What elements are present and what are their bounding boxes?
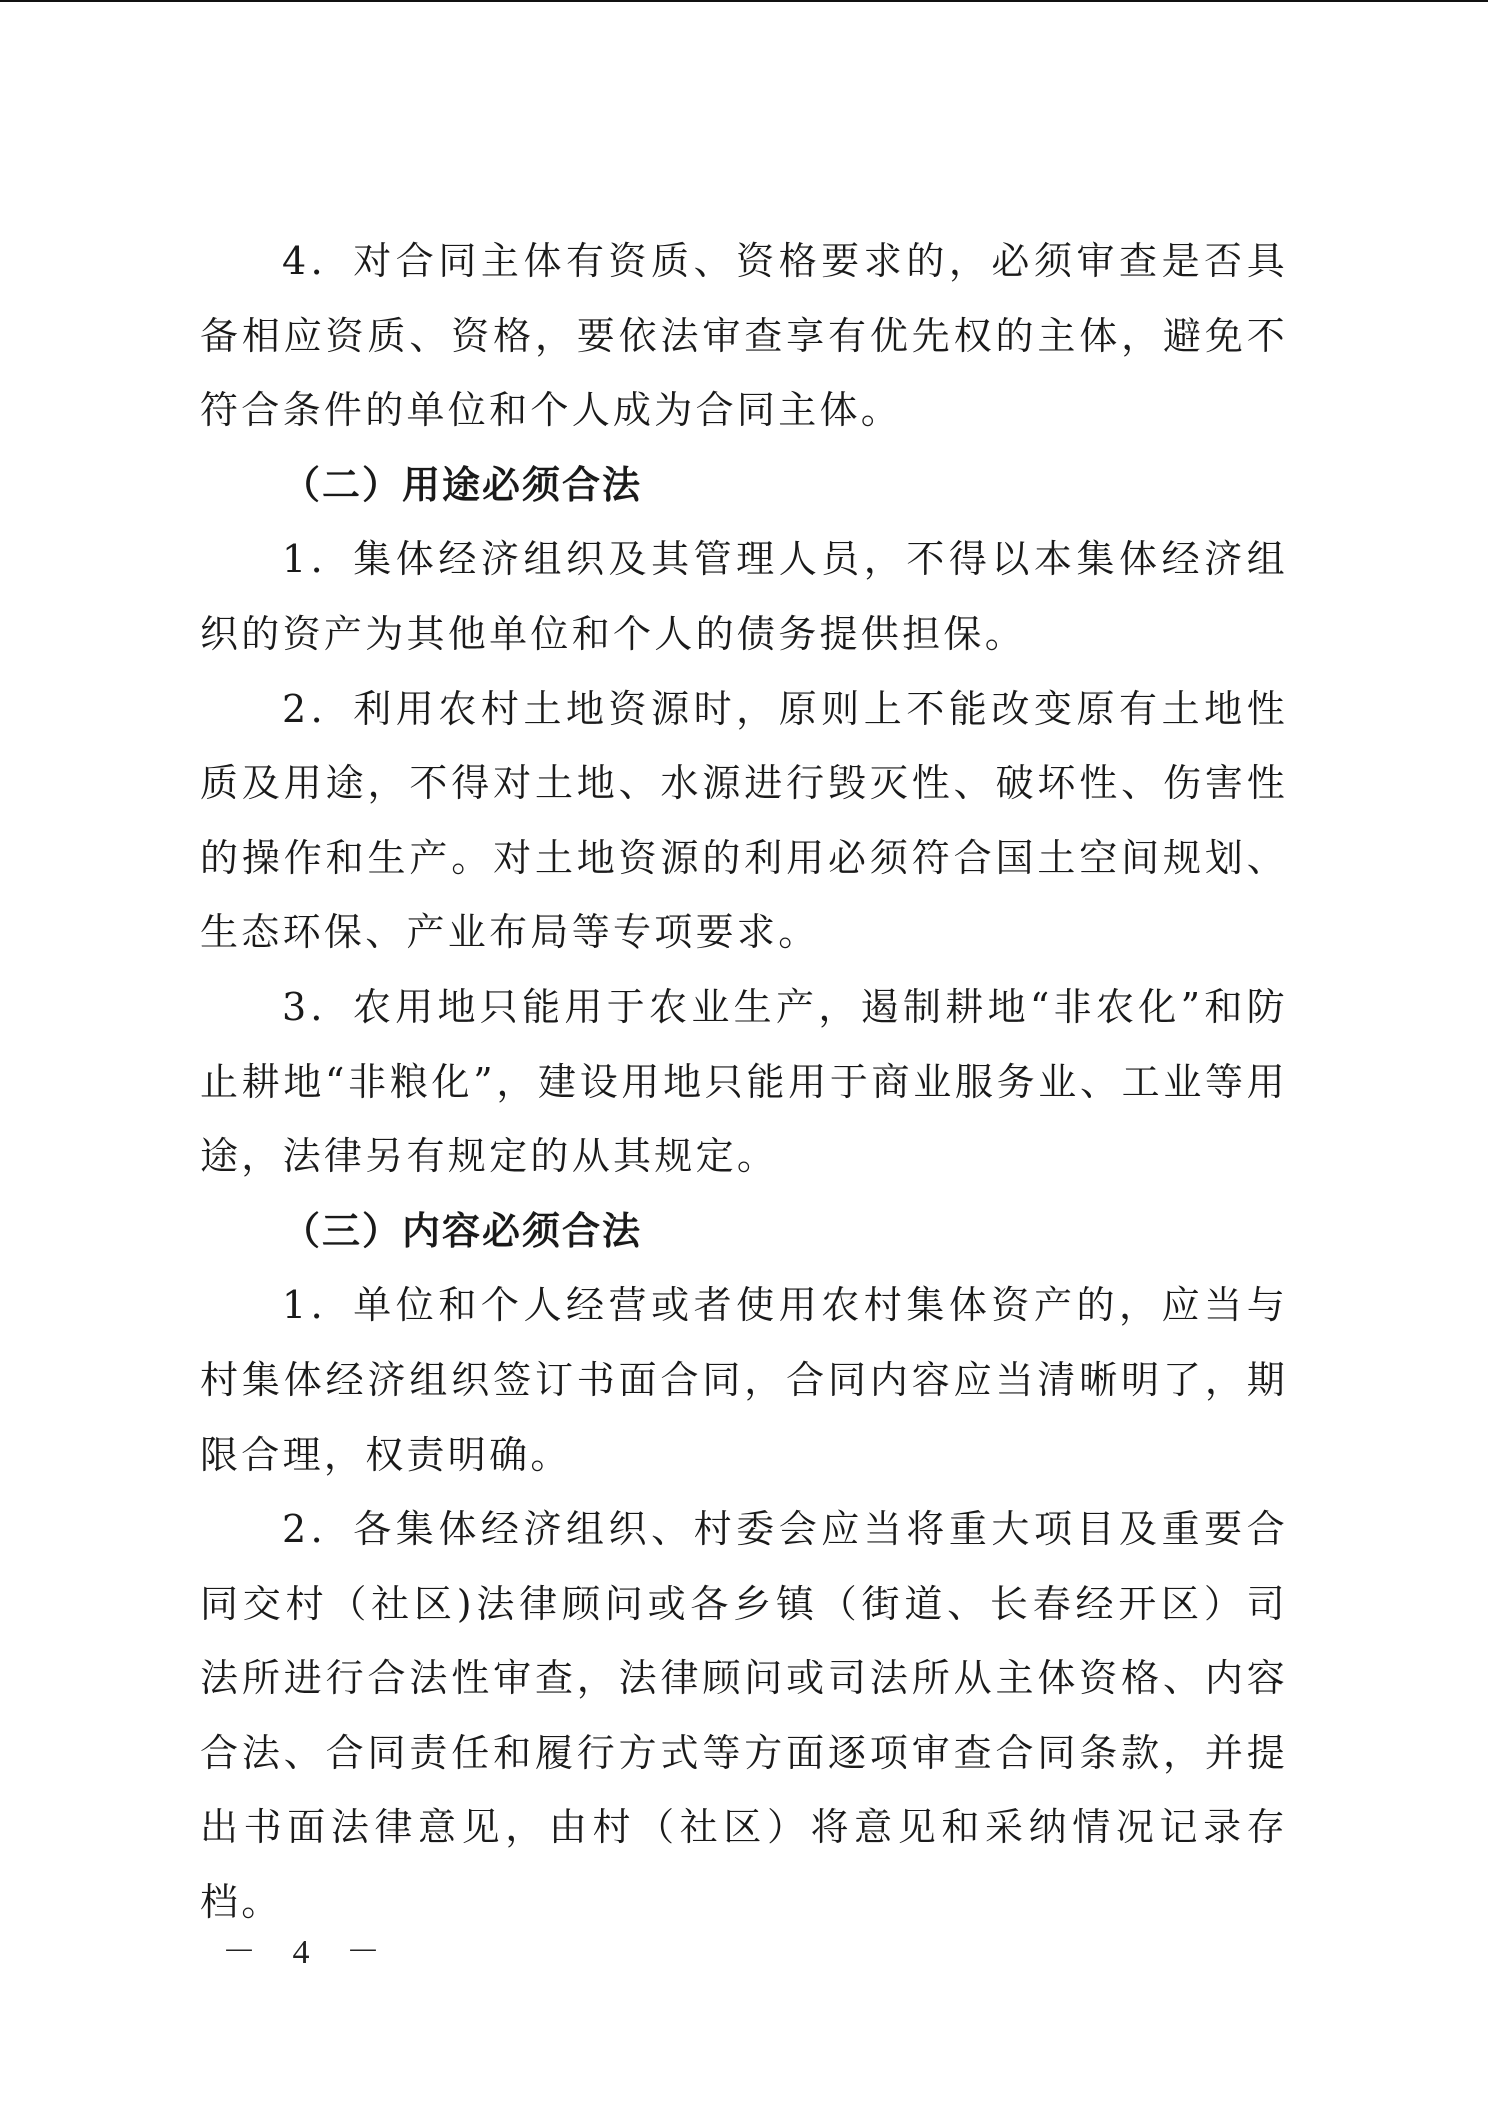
section-heading-purpose: （二）用途必须合法: [282, 462, 643, 507]
document-body: [200, 224, 1288, 1940]
paragraph-farmland-use: 3．农用地只能用于农业生产，遏制耕地“非农化”和防止耕地“非粮化”，建设用地只能用于商业服务业、工业等用途，法律另有规定的从其规定。: [200, 984, 1288, 1179]
paragraph-land-use: 2．利用农村土地资源时，原则上不能改变原有土地性质及用途，不得对土地、水源进行毁灭性、破坏性、伤害性的操作和生产。对土地资源的利用必须符合国土空间规划、生态环保、产业布局等专项要求。: [200, 686, 1288, 955]
paragraph-no-guarantee: 1．集体经济组织及其管理人员，不得以本集体经济组织的资产为其他单位和个人的债务提供担保。: [200, 537, 1288, 656]
paragraph-legal-review: 2．各集体经济组织、村委会应当将重大项目及重要合同交村（社区)法律顾问或各乡镇（街道、长春经开区）司法所进行合法性审查，法律顾问或司法所从主体资格、内容合法、合同责任和履行方式等方面逐项审查合同条款，并提出书面法律意见，由村（社区）将意见和采纳情况记录存档。: [200, 1507, 1288, 1925]
paragraph-qualification-review: 4．对合同主体有资质、资格要求的，必须审查是否具备相应资质、资格，要依法审查享有优先权的主体，避免不符合条件的单位和个人成为合同主体。: [200, 239, 1288, 433]
page-number: － 4 －: [222, 1934, 394, 1971]
paragraph-written-contract: 1．单位和个人经营或者使用农村集体资产的，应当与村集体经济组织签订书面合同，合同内容应当清晰明了，期限合理，权责明确。: [200, 1283, 1288, 1477]
section-heading-content: （三）内容必须合法: [282, 1208, 643, 1253]
